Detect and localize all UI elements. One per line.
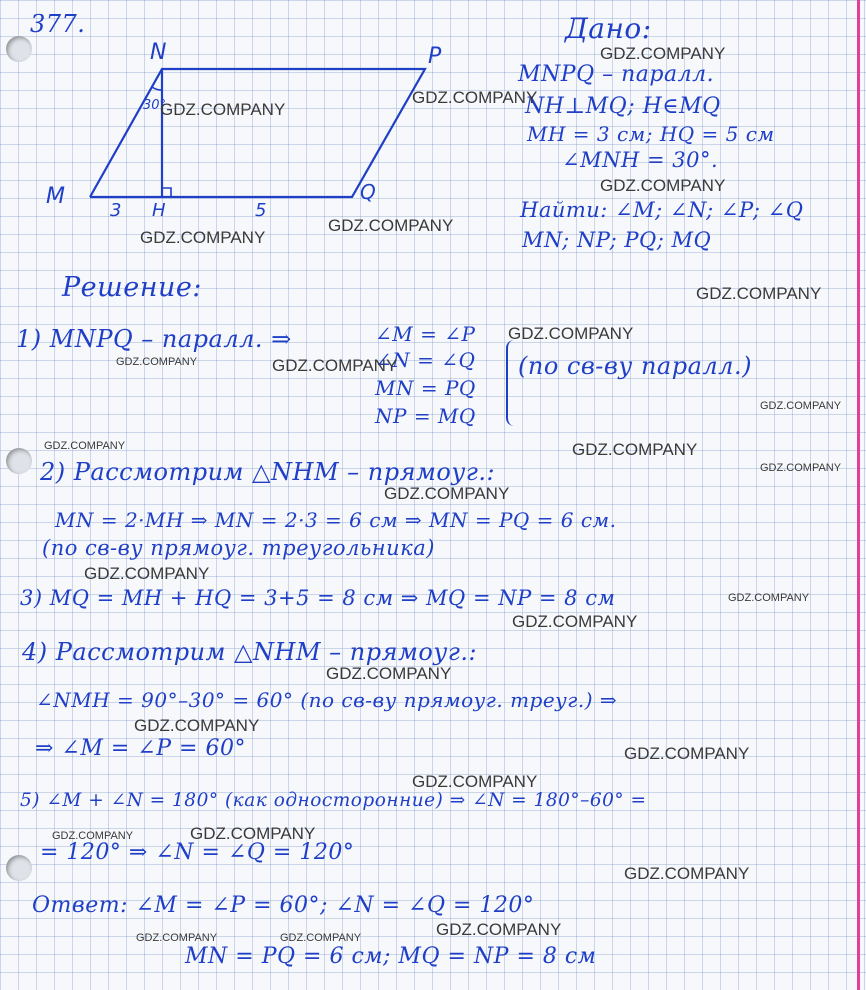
step2-head: 2) Рассмотрим △NHM – прямоуг.: (40, 458, 496, 486)
watermark: GDZ.COMPANY (760, 400, 842, 412)
watermark: GDZ.COMPANY (624, 744, 750, 763)
watermark: GDZ.COMPANY (190, 824, 316, 843)
step1-line-3: MN = PQ (375, 376, 476, 400)
step4-line: ∠NMH = 90°–30° = 60° (по св-ву прямоуг. треуг.) ⇒ (36, 688, 618, 712)
solution-title: Решение: (62, 272, 202, 303)
watermark: GDZ.COMPANY (624, 864, 750, 883)
watermark: GDZ.COMPANY (384, 484, 510, 503)
curly-brace (506, 340, 518, 426)
watermark: GDZ.COMPANY (508, 324, 634, 343)
step2-line: MN = 2·MH ⇒ MN = 2·3 = 6 см ⇒ MN = PQ = 6 см. (55, 508, 617, 532)
watermark: GDZ.COMPANY (140, 228, 266, 247)
watermark: GDZ.COMPANY (136, 932, 218, 944)
watermark: GDZ.COMPANY (412, 88, 538, 107)
watermark: GDZ.COMPANY (160, 100, 286, 119)
watermark: GDZ.COMPANY (44, 440, 126, 452)
step4-line-2: ⇒ ∠M = ∠P = 60° (35, 736, 246, 761)
segment-label-mh: 3 (110, 200, 122, 221)
watermark: GDZ.COMPANY (272, 356, 398, 375)
watermark: GDZ.COMPANY (572, 440, 698, 459)
parallelogram-outline (90, 69, 425, 197)
watermark: GDZ.COMPANY (326, 664, 452, 683)
watermark: GDZ.COMPANY (280, 932, 362, 944)
watermark: GDZ.COMPANY (512, 612, 638, 631)
step4-head: 4) Рассмотрим △NHM – прямоуг.: (22, 638, 478, 666)
step1-line-2: ∠N = ∠Q (375, 348, 476, 372)
problem-number: 377. (30, 10, 86, 38)
given-line-1: MNPQ – паралл. (518, 62, 715, 87)
watermark: GDZ.COMPANY (84, 564, 210, 583)
step1-line-1: ∠M = ∠P (375, 322, 476, 346)
step5-line-2: = 120° ⇒ ∠N = ∠Q = 120° (40, 840, 355, 865)
find-line-2: MN; NP; PQ; MQ (522, 228, 712, 252)
angle-arc (152, 87, 162, 90)
step5-line: 5) ∠M + ∠N = 180° (как односторонние) ⇒ ∠N = 180°–60° = (20, 790, 647, 811)
answer-line-2: MN = PQ = 6 см; MQ = NP = 8 см (185, 944, 597, 969)
given-title: Дано: (565, 12, 652, 45)
step2-reason: (по св-ву прямоуг. треугольника) (42, 536, 435, 560)
step1-line-4: NP = MQ (375, 404, 476, 428)
vertex-label-m: M (46, 184, 65, 209)
vertex-label-q: Q (360, 180, 376, 204)
watermark: GDZ.COMPANY (696, 284, 822, 303)
find-line: Найти: ∠M; ∠N; ∠P; ∠Q (520, 198, 804, 222)
given-line-2: NH⊥MQ; H∈MQ (525, 94, 721, 119)
angle-label: 30° (143, 98, 167, 113)
watermark: GDZ.COMPANY (436, 920, 562, 939)
watermark: GDZ.COMPANY (116, 356, 198, 368)
watermark: GDZ.COMPANY (328, 216, 454, 235)
watermark: GDZ.COMPANY (600, 176, 726, 195)
step3: 3) MQ = MH + HQ = 3+5 = 8 см ⇒ MQ = NP = 8 см (20, 586, 616, 610)
watermark: GDZ.COMPANY (134, 716, 260, 735)
watermark: GDZ.COMPANY (600, 44, 726, 63)
step1-reason: (по св-ву паралл.) (518, 352, 752, 380)
segment-label-hq: 5 (255, 200, 267, 221)
watermark: GDZ.COMPANY (728, 592, 810, 604)
step1-head: 1) MNPQ – паралл. ⇒ (16, 325, 292, 353)
watermark: GDZ.COMPANY (760, 462, 842, 474)
answer-line-1: Ответ: ∠M = ∠P = 60°; ∠N = ∠Q = 120° (32, 893, 535, 918)
vertex-label-n: N (150, 40, 167, 65)
given-line-4: ∠MNH = 30°. (562, 148, 719, 172)
watermark: GDZ.COMPANY (52, 830, 134, 842)
given-line-3: MH = 3 см; HQ = 5 см (527, 122, 775, 146)
watermark: GDZ.COMPANY (412, 772, 538, 791)
vertex-label-p: P (428, 44, 442, 69)
point-label-h: H (152, 200, 166, 221)
right-angle-mark (162, 188, 171, 197)
